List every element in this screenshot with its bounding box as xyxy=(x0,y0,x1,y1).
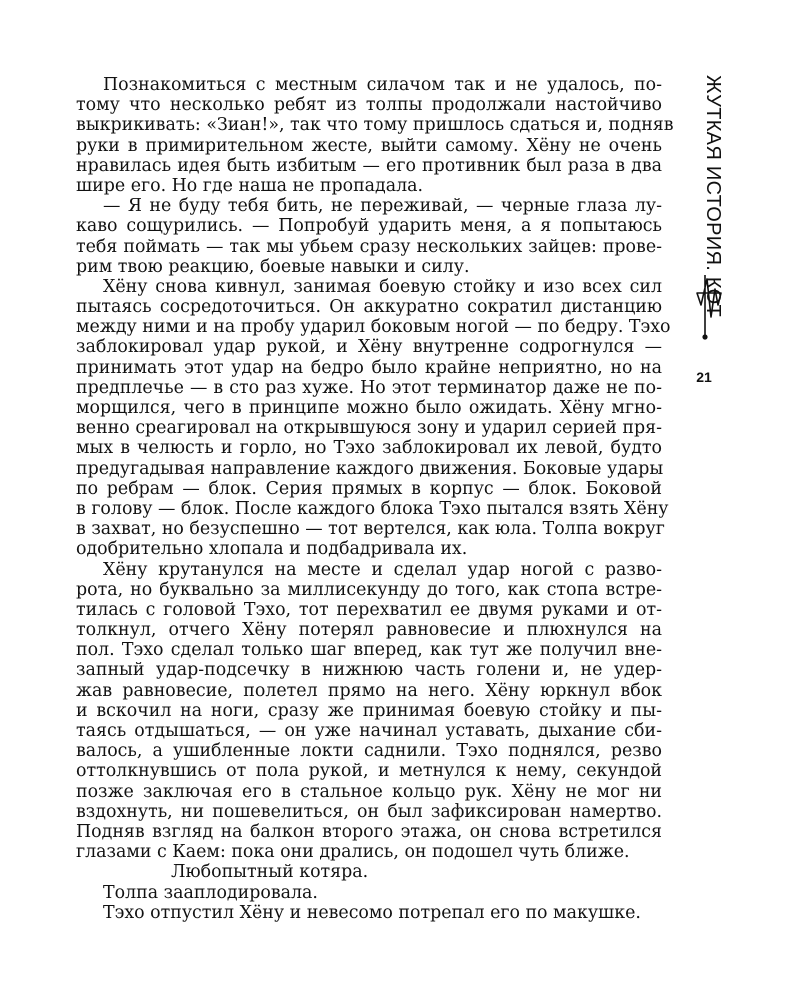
text-line: и вскочил на ноги, сразу же принимая боевую стойку и пы- xyxy=(76,700,662,721)
text-line: оттолкнувшись от пола рукой, и метнулся к нему, секундой xyxy=(76,761,662,782)
body-text xyxy=(76,75,674,923)
text-line: Познакомиться с местным силачом так и не удалось, по- xyxy=(103,75,662,95)
text-line: позже заключая его в стальное кольцо рук. Хёну не мог ни xyxy=(76,781,662,802)
text-line: предплечье — в сто раз хуже. Но этот терминатор даже не по- xyxy=(76,377,662,398)
heartbeat-line-icon xyxy=(685,275,725,375)
text-line: предугадывая направление каждого движения. Боковые удары xyxy=(76,458,664,479)
running-title-text: ЖУТКАЯ ИСТОРИЯ. КОТ xyxy=(702,75,724,318)
text-line: пытаясь сосредоточиться. Он аккуратно сократил дистанцию xyxy=(76,297,662,318)
text-line: толкнул, отчего Хёну потерял равновесие и плюхнулся на xyxy=(76,620,662,641)
text-line: морщился, чего в принципе можно было ожидать. Хёну мгно- xyxy=(76,398,662,418)
text-line: Любопытный котяра. xyxy=(171,862,369,883)
text-line: Тэхо отпустил Хёну и невесомо потрепал его по макушке. xyxy=(103,902,641,923)
text-line: мых в челюсть и горло, но Тэхо заблокировал их левой, будто xyxy=(76,438,662,459)
text-line: тому что несколько ребят из толпы продолжали настойчиво xyxy=(76,95,662,116)
text-line: рота, но буквально за миллисекунду до того, как стопа встре- xyxy=(76,579,662,600)
text-line: таясь отдышаться, — он уже начинал уставать, дыхание сби- xyxy=(76,721,662,741)
text-line: вздохнуть, ни пошевелиться, он был зафиксирован намертво. xyxy=(76,801,662,822)
page-number: 21 xyxy=(696,369,712,385)
text-line: жав равновесие, полетел прямо на него. Хёну юркнул вбок xyxy=(76,680,662,701)
text-line: шире его. Но где наша не пропадала. xyxy=(76,175,424,196)
text-line: глазами с Каем: пока они дрались, он подошел чуть ближе. xyxy=(76,842,630,863)
text-line: нравилась идея быть избитым — его противник был раза в два xyxy=(76,155,662,176)
text-line: тебя поймать — так мы убьем сразу нескольких зайцев: прове- xyxy=(76,236,662,257)
text-line: в захват, но безуспешно — тот вертелся, как юла. Толпа вокруг xyxy=(76,519,665,540)
text-line: рим твою реакцию, боевые навыки и силу. xyxy=(76,256,470,277)
text-line: тилась с головой Тэхо, тот перехватил ее двумя руками и от- xyxy=(76,599,662,620)
text-line: по ребрам — блок. Серия прямых в корпус — блок. Боковой xyxy=(76,478,662,499)
text-line: валось, а ушибленные локти саднили. Тэхо поднялся, резво xyxy=(76,741,662,762)
text-line: венно среагировал на открывшуюся зону и ударил серией пря- xyxy=(76,418,662,439)
text-line: заблокировал удар рукой, и Хёну внутренне содрогнулся — xyxy=(76,337,662,358)
text-line: пол. Тэхо сделал только шаг вперед, как тут же получил вне- xyxy=(76,640,662,661)
text-line: выкрикивать: «Зиан!», так что тому пришлось сдаться и, подняв xyxy=(76,115,674,136)
text-line: Хёну снова кивнул, занимая боевую стойку и изо всех сил xyxy=(103,276,662,297)
text-line: одобрительно хлопала и подбадривала их. xyxy=(76,539,468,560)
text-line: каво сощурились. — Попробуй ударить меня, а я попытаюсь xyxy=(76,216,662,237)
text-line: — Я не буду тебя бить, не переживай, — черные глаза лу- xyxy=(103,196,662,217)
text-line: руки в примирительном жесте, выйти самому. Хёну не очень xyxy=(76,135,662,156)
text-line: в голову — блок. После каждого блока Тэхо пытался взять Хёну xyxy=(76,498,669,519)
text-line: между ними и на пробу ударил боковым ногой — по бедру. Тэхо xyxy=(76,317,671,338)
text-line: Толпа зааплодировала. xyxy=(103,882,318,903)
text-line: запный удар-подсечку в нижнюю часть голени и, не удер- xyxy=(76,660,662,681)
text-line: Хёну крутанулся на месте и сделал удар ногой с разво- xyxy=(103,559,662,580)
text-line: Подняв взгляд на балкон второго этажа, он снова встретился xyxy=(76,821,662,842)
text-line: принимать этот удар на бедро было крайне неприятно, но на xyxy=(76,357,662,378)
